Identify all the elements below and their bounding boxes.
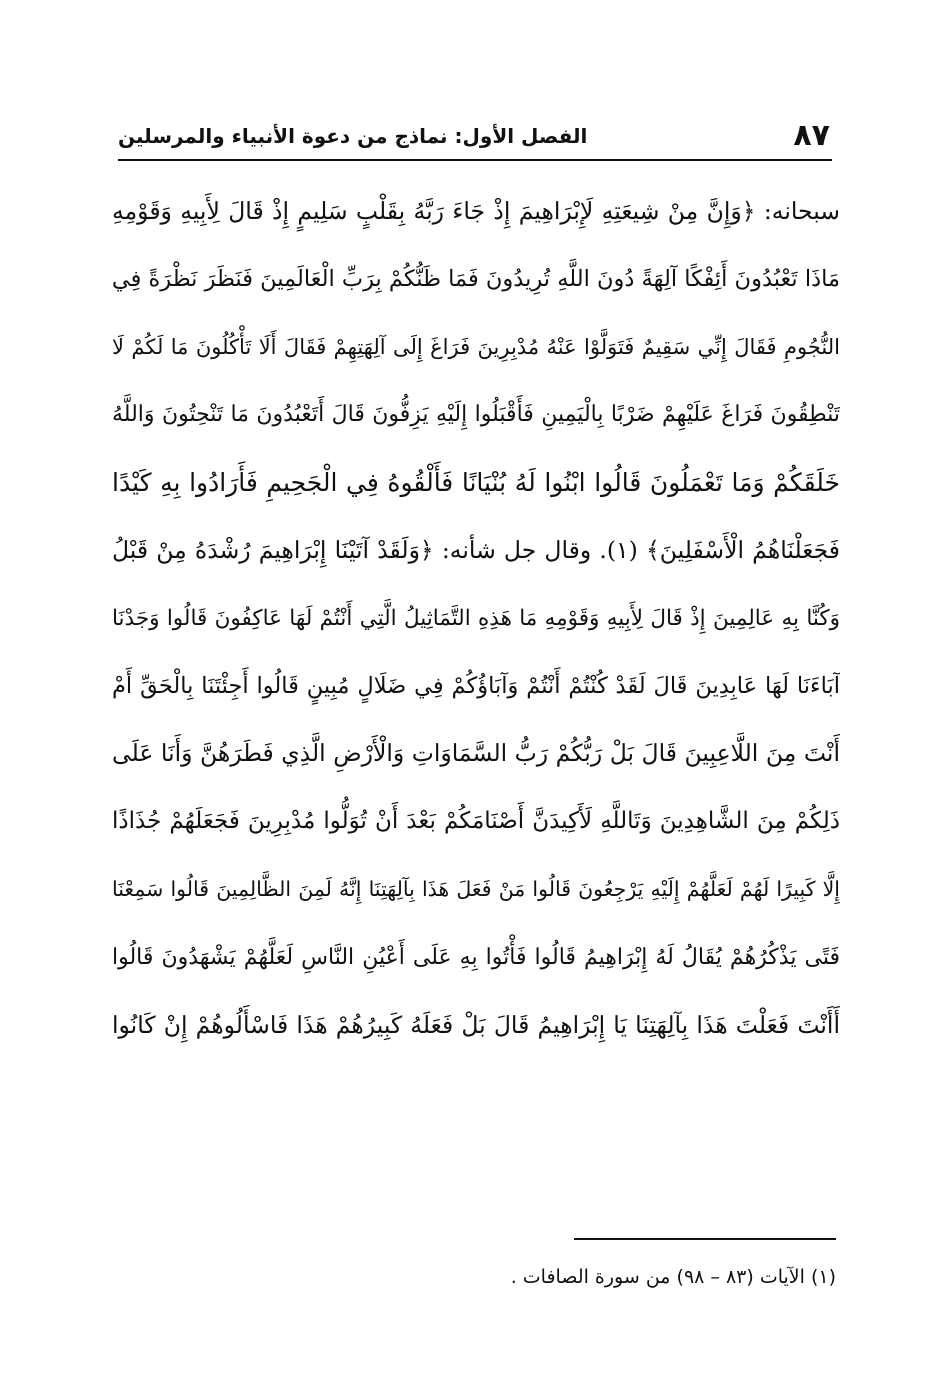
text-line: النُّجُومِ فَقَالَ إِنِّي سَقِيمٌ فَتَوَلَّوْا عَنْهُ مُدْبِرِينَ فَرَاغَ إِلَى آلِهَتِهِمْ فَقَالَ أَلَا تَأْكُلُونَ مَا لَكُمْ لَا [112,334,840,359]
text-line: أَأَنْتَ فَعَلْتَ هَذَا بِآلِهَتِنَا يَا إِبْرَاهِيمُ قَالَ بَلْ فَعَلَهُ كَبِيرُهُمْ هَذَا فَاسْأَلُوهُمْ إِنْ كَانُوا [112,1010,840,1039]
text-line: إِلَّا كَبِيرًا لَهُمْ لَعَلَّهُمْ إِلَيْهِ يَرْجِعُونَ قَالُوا مَنْ فَعَلَ هَذَا بِآلِهَتِنَا إِنَّهُ لَمِنَ الظَّالِمِينَ قَالُوا سَمِعْنَا [112,876,840,901]
text-line: مَاذَا تَعْبُدُونَ أَئِفْكًا آلِهَةً دُونَ اللَّهِ تُرِيدُونَ فَمَا ظَنُّكُمْ بِرَبِّ الْعَالَمِينَ فَنَظَرَ نَظْرَةً فِي [112,265,840,292]
text-line: أَنْتَ مِنَ اللَّاعِبِينَ قَالَ بَلْ رَبُّكُمْ رَبُّ السَّمَاوَاتِ وَالْأَرْضِ الَّذِي فَطَرَهُنَّ وَأَنَا عَلَى [112,739,840,768]
header-rule [118,159,832,161]
text-line: آبَاءَنَا لَهَا عَابِدِينَ قَالَ لَقَدْ كُنْتُمْ أَنْتُمْ وَآبَاؤُكُمْ فِي ضَلَالٍ مُبِينٍ قَالُوا أَجِئْتَنَا بِالْحَقِّ أَمْ [112,672,840,699]
text-line: خَلَقَكُمْ وَمَا تَعْمَلُونَ قَالُوا ابْنُوا لَهُ بُنْيَانًا فَأَلْقُوهُ فِي الْجَحِيمِ فَأَرَادُوا بِهِ كَيْدًا [112,468,840,498]
body-text [112,178,840,1059]
text-line: فَجَعَلْنَاهُمُ الْأَسْفَلِينَ﴾ (١). وقال جل شأنه: ﴿وَلَقَدْ آتَيْنَا إِبْرَاهِيمَ رُشْدَهُ مِنْ قَبْلُ [112,535,840,564]
footnote: (١) الآيات (٨٣ – ٩٨) من سورة الصافات . [510,1266,836,1288]
text-line: سبحانه: ﴿وَإِنَّ مِنْ شِيعَتِهِ لَإِبْرَاهِيمَ إِذْ جَاءَ رَبَّهُ بِقَلْبٍ سَلِيمٍ إِذْ قَالَ لِأَبِيهِ وَقَوْمِهِ [112,197,840,225]
footnote-rule [574,1238,836,1240]
page-header [118,112,830,162]
page-number: ٨٧ [793,118,830,153]
text-line: ذَلِكُمْ مِنَ الشَّاهِدِينَ وَتَاللَّهِ لَأَكِيدَنَّ أَصْنَامَكُمْ بَعْدَ أَنْ تُوَلُّوا مُدْبِرِينَ فَجَعَلَهُمْ جُذَاذًا [112,808,840,835]
running-title: الفصل الأول: نماذج من دعوة الأنبياء والمرسلين [118,124,588,148]
text-line: تَنْطِقُونَ فَرَاغَ عَلَيْهِمْ ضَرْبًا بِالْيَمِينِ فَأَقْبَلُوا إِلَيْهِ يَزِفُّونَ قَالَ أَتَعْبُدُونَ مَا تَنْحِتُونَ وَاللَّهُ [112,402,840,428]
text-line: وَكُنَّا بِهِ عَالِمِينَ إِذْ قَالَ لِأَبِيهِ وَقَوْمِهِ مَا هَذِهِ التَّمَاثِيلُ الَّتِي أَنْتُمْ لَهَا عَاكِفُونَ قَالُوا وَجَدْنَا [112,605,840,631]
text-line: فَتًى يَذْكُرُهُمْ يُقَالُ لَهُ إِبْرَاهِيمُ قَالُوا فَأْتُوا بِهِ عَلَى أَعْيُنِ النَّاسِ لَعَلَّهُمْ يَشْهَدُونَ قَالُوا [112,944,840,970]
